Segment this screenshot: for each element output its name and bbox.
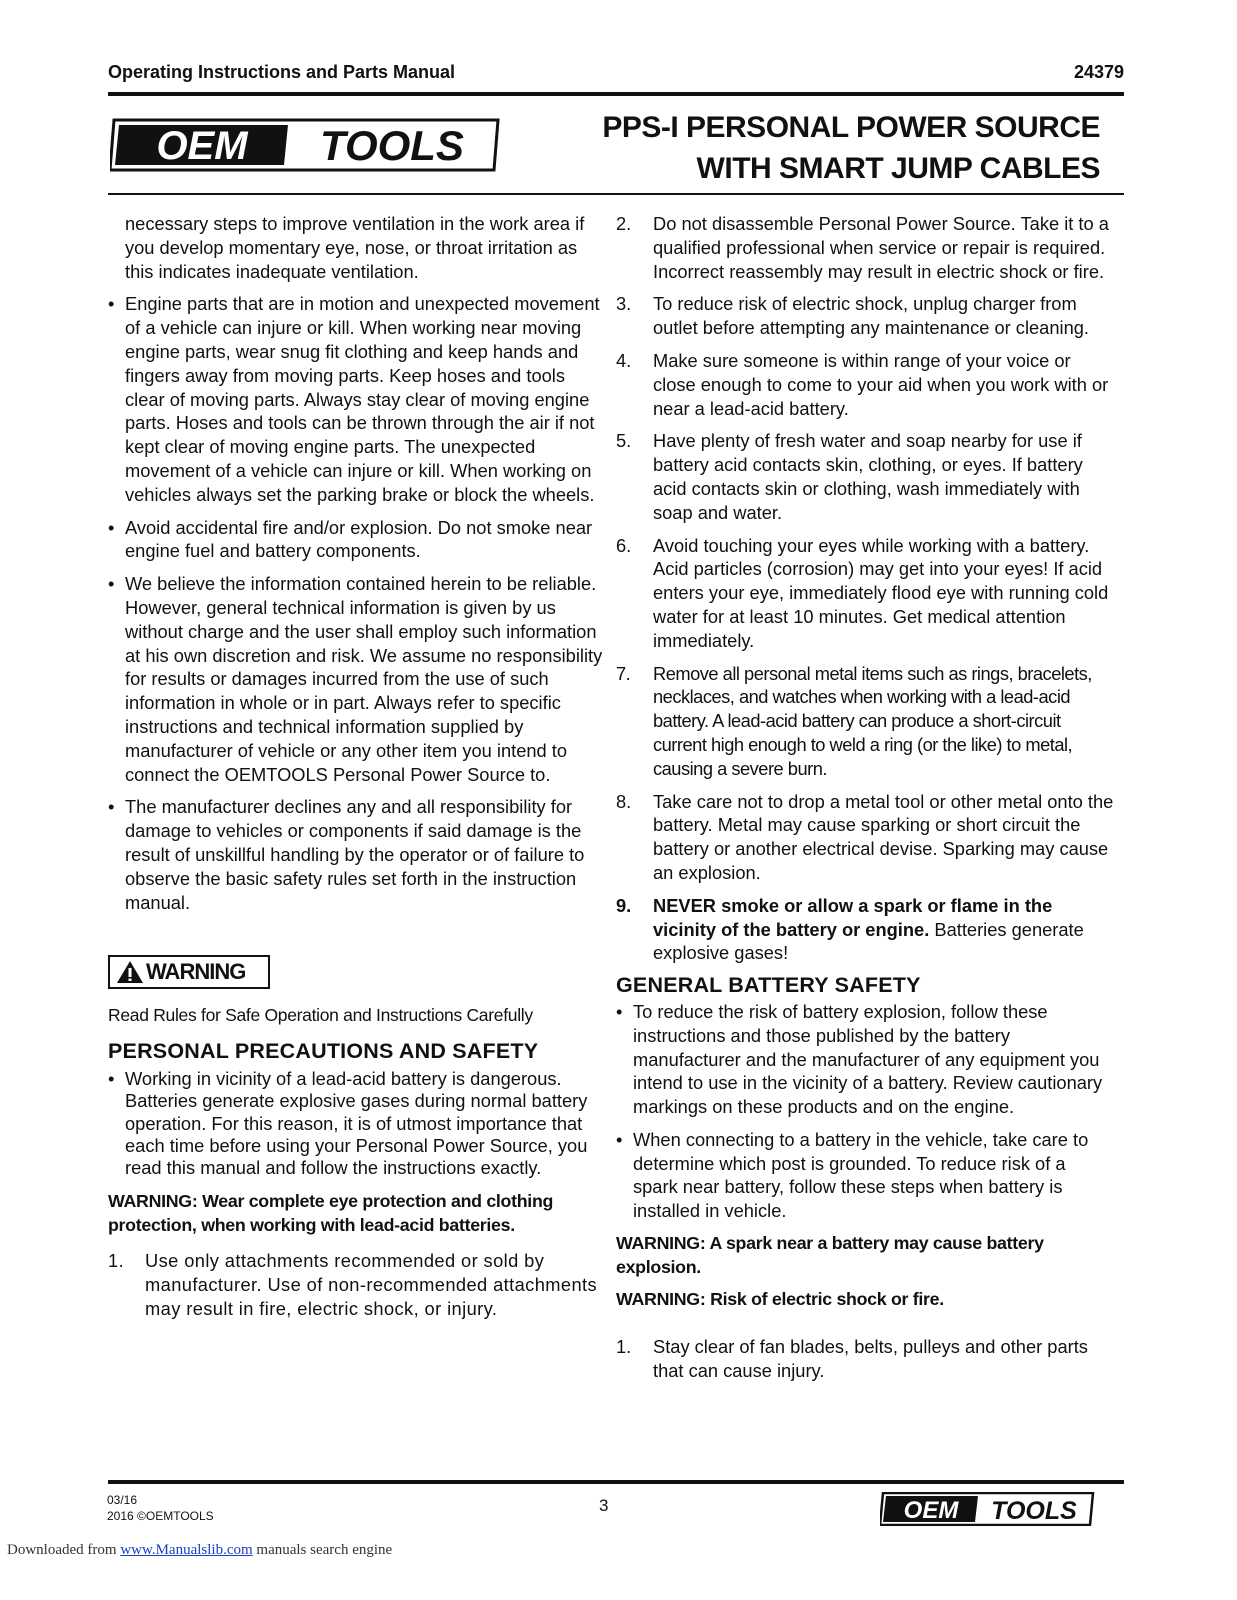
item-number: 6. (616, 534, 632, 556)
title-rule (108, 193, 1124, 195)
item-number: 7. (616, 662, 631, 684)
read-rules-text: Read Rules for Safe Operation and Instructions Carefully (108, 1005, 533, 1026)
item-text: Batteries generate explosive gases! (653, 918, 1084, 964)
list-item (616, 212, 1114, 283)
list-item (616, 1335, 1114, 1383)
item-number: 3. (616, 293, 632, 315)
brand-logo (110, 118, 502, 172)
logo-text-oem: OEM (156, 124, 248, 168)
warning-spark: WARNING: A spark near a battery may cause battery explosion. (616, 1233, 1044, 1277)
item-number: 8. (616, 790, 632, 812)
list-item: • When connecting to a battery in the vehicle, take care to determine which post is grounded. To reduce risk of a spark near battery, follow these steps when battery is installed in vehicle. (616, 1128, 1114, 1223)
warning-word: WARNING (146, 959, 246, 985)
list-item (616, 349, 1114, 420)
item-text: Stay clear of fan blades, belts, pulleys and other parts that can cause injury. (653, 1336, 1088, 1382)
item-text: Do not disassemble Personal Power Source. Take it to a qualified professional when service or repair is required. Incorrect reassembly may result in electric shock or fire. (653, 213, 1109, 282)
list-item: • Avoid accidental fire and/or explosion. Do not smoke near engine fuel and battery components. (108, 516, 604, 564)
item-text: To reduce risk of electric shock, unplug charger from outlet before attempting any maintenance or cleaning. (653, 293, 1089, 339)
warning-shock: WARNING: Risk of electric shock or fire. (616, 1288, 944, 1309)
item-number: 1. (616, 1336, 632, 1358)
item-number: 9. (616, 894, 632, 916)
left-column (108, 212, 604, 1320)
item-bold-text: NEVER smoke or allow a spark or flame in the vicinity of the battery or engine. (653, 894, 1053, 940)
warning-eye-protection: WARNING: Wear complete eye protection and clothing protection, when working with lead-acid batteries. (108, 1191, 554, 1236)
download-banner (7, 1542, 392, 1559)
footer-logo-oem: OEM (903, 1497, 959, 1524)
header-rule (108, 92, 1124, 96)
intro-paragraph: necessary steps to improve ventilation in the work area if you develop momentary eye, nose, or throat irritation as this indicates inadequate ventilation. (125, 213, 585, 282)
logo-text-tools: TOOLS (320, 122, 464, 169)
item-text: Take care not to drop a metal tool or other metal onto the battery. Metal may cause sparking or short circuit the battery or another electrical devise. Sparking may cause an explosion. (653, 790, 1114, 883)
footer-rule (108, 1480, 1124, 1484)
list-item (108, 1249, 604, 1320)
warning-label (108, 955, 270, 989)
download-prefix: Downloaded from (7, 1542, 121, 1558)
list-item: • Engine parts that are in motion and unexpected movement of a vehicle can injure or kill. When working near moving engine parts, wear snug fit clothing and keep hands and fingers away from moving parts. Keep hoses and tools clear of moving parts. Always stay clear of moving engine parts. Hoses and tools can be thrown through the air if not kept clear of moving engine parts. The unexpected movement of a vehicle can injure or kill. When working on vehicles always set the parking brake or block the wheels. (108, 292, 604, 506)
list-item (616, 894, 1114, 965)
list-item: • Working in vicinity of a lead-acid battery is dangerous. Batteries generate explosive gases during normal battery operation. For this reason, it is of utmost importance that each time before using your Personal Power Source, you read this manual and follow the instructions exactly. (108, 1068, 604, 1179)
model-number: 24379 (1073, 62, 1124, 82)
document-title (602, 107, 1100, 189)
list-item: • To reduce the risk of battery explosion, follow these instructions and those published by the battery manufacturer and the manufacturer of any equipment you intend to use in the vicinity of a battery. Review cautionary markings on these products and on the engine. (616, 1000, 1114, 1119)
item-number: 1. (108, 1249, 125, 1271)
item-number: 4. (616, 349, 632, 371)
section-title-personal: PERSONAL PRECAUTIONS AND SAFETY (108, 1039, 539, 1064)
manualslib-link[interactable]: www.Manualslib.com (120, 1542, 253, 1558)
list-item (616, 534, 1114, 653)
list-item (616, 662, 1114, 781)
list-item (616, 429, 1114, 524)
list-item (616, 790, 1114, 885)
item-text: Use only attachments recommended or sold by manufacturer. Use of non-recommended attachments may result in fire, electric shock, or injury. (145, 1249, 598, 1319)
list-item: • We believe the information contained herein to be reliable. However, general technical information is given by us without charge and the user shall employ such information at his own discretion and risk. We assume no responsibility for results or damages incurred from the use of such information in whole or in part. Always refer to specific instructions and technical information supplied by manufacturer of vehicle or any other item you intend to connect the OEMTOOLS Personal Power Source to. (108, 572, 604, 786)
download-suffix: manuals search engine (252, 1542, 393, 1558)
title-line-1: PPS-I PERSONAL POWER SOURCE (602, 111, 1100, 144)
title-line-2: WITH SMART JUMP CABLES (696, 152, 1100, 185)
warning-triangle-icon (116, 960, 144, 984)
item-text: Remove all personal metal items such as rings, bracelets, necklaces, and watches when working with a lead-acid battery. A lead-acid battery can produce a short-circuit current high enough to weld a ring (or the like) to metal, causing a severe burn. (653, 662, 1092, 779)
manual-type: Operating Instructions and Parts Manual (108, 62, 456, 82)
page-number: 3 (599, 1496, 609, 1515)
list-item (616, 292, 1114, 340)
item-text: Make sure someone is within range of your voice or close enough to come to your aid when you work with or near a lead-acid battery. (653, 349, 1109, 419)
item-text: Have plenty of fresh water and soap nearby for use if battery acid contacts skin, clothing, or eyes. If battery acid contacts skin or clothing, wash immediately with soap and water. (653, 430, 1083, 523)
right-column (616, 212, 1114, 1383)
copyright: 2016 ©OEMTOOLS (107, 1509, 214, 1523)
item-text: Avoid touching your eyes while working with a battery. Acid particles (corrosion) may get into your eyes! If acid enters your eye, immediately flood eye with running cold water for at least 10 minutes. Get medical attention immediately. (653, 534, 1109, 651)
item-number: 5. (616, 430, 632, 452)
item-number: 2. (616, 213, 632, 234)
footer-logo (880, 1492, 1095, 1526)
footer-date (107, 1492, 214, 1524)
section-title-battery: GENERAL BATTERY SAFETY (616, 973, 921, 998)
revision-date: 03/16 (107, 1493, 138, 1507)
footer-logo-tools: TOOLS (991, 1497, 1077, 1525)
list-item: • The manufacturer declines any and all responsibility for damage to vehicles or components if said damage is the result of unskillful handling by the operator or of failure to observe the basic safety rules set forth in the instruction manual. (108, 795, 604, 914)
